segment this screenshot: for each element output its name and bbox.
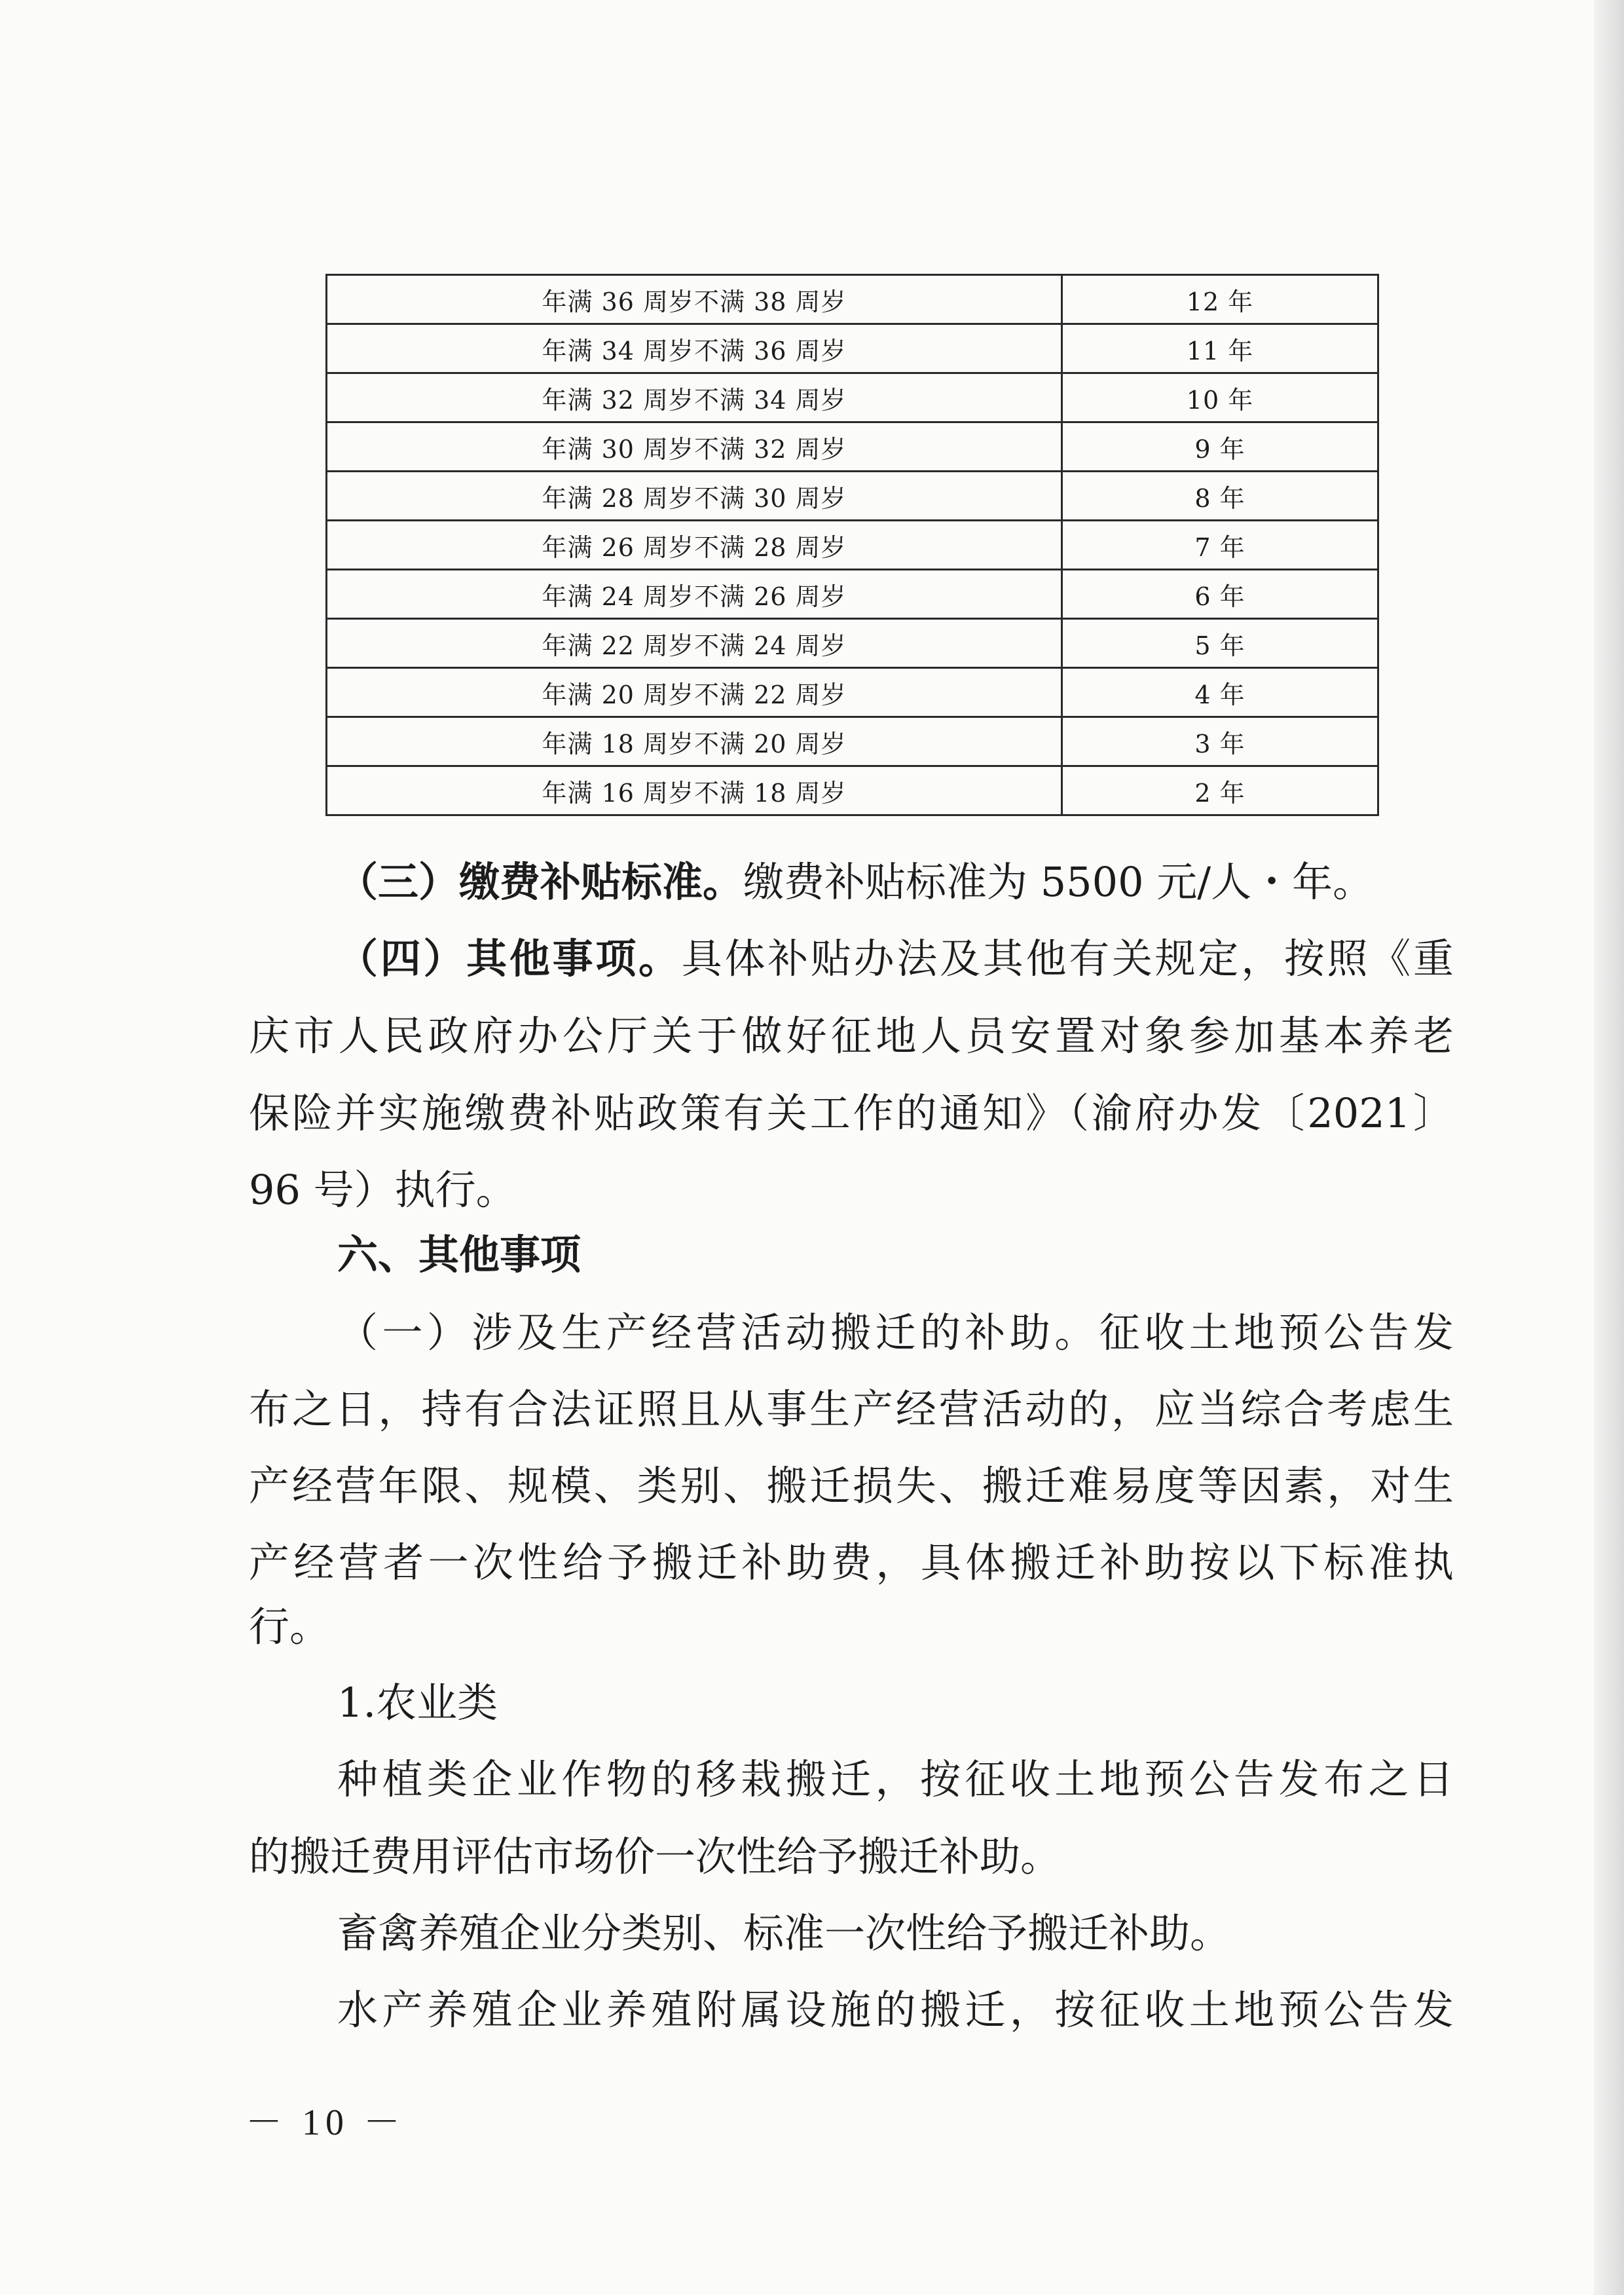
years-cell: 11 年 <box>1062 324 1378 373</box>
age-range-cell: 年满 32 周岁不满 34 周岁 <box>327 373 1062 422</box>
chapter6-heading: 六、其他事项 <box>337 1231 581 1278</box>
years-cell: 9 年 <box>1062 422 1378 472</box>
section4-heading: （四）其他事项。 <box>337 935 682 982</box>
years-cell: 3 年 <box>1062 717 1378 766</box>
table-row <box>327 668 1378 717</box>
section3-paragraph <box>249 843 1454 922</box>
age-range-cell: 年满 30 周岁不满 32 周岁 <box>327 422 1062 472</box>
years-cell: 2 年 <box>1062 766 1378 815</box>
age-range-cell: 年满 36 周岁不满 38 周岁 <box>327 275 1062 324</box>
agri-heading: 1.农业类 <box>337 1679 498 1726</box>
section4-text-1: 具体补贴办法及其他有关规定，按照《重 <box>681 935 1454 982</box>
table-row <box>327 373 1378 422</box>
agri-aquaculture-line1: 水产养殖企业养殖附属设施的搬迁，按征收土地预公告发 <box>337 1986 1454 2034</box>
age-range-cell: 年满 16 周岁不满 18 周岁 <box>327 766 1062 815</box>
section4-line1 <box>249 920 1454 998</box>
section4-line2: 庆市人民政府办公厅关于做好征地人员安置对象参加基本养老 <box>249 1012 1454 1060</box>
age-range-cell: 年满 20 周岁不满 22 周岁 <box>327 668 1062 717</box>
table-row <box>327 521 1378 570</box>
item1-line5: 行。 <box>249 1603 331 1651</box>
age-years-table <box>325 274 1379 816</box>
table-row <box>327 422 1378 472</box>
agri-planting-line1: 种植类企业作物的移栽搬迁，按征收土地预公告发布之日 <box>337 1755 1454 1803</box>
years-cell: 5 年 <box>1062 619 1378 668</box>
item1-line1: （一）涉及生产经营活动搬迁的补助。征收土地预公告发 <box>337 1309 1454 1356</box>
years-cell: 6 年 <box>1062 570 1378 619</box>
section4-line4: 96 号）执行。 <box>249 1166 517 1214</box>
item1-line2: 布之日，持有合法证照且从事生产经营活动的，应当综合考虑生 <box>249 1385 1454 1433</box>
age-range-cell: 年满 22 周岁不满 24 周岁 <box>327 619 1062 668</box>
table-row <box>327 619 1378 668</box>
item1-line3: 产经营年限、规模、类别、搬迁损失、搬迁难易度等因素，对生 <box>249 1462 1454 1510</box>
table-row <box>327 472 1378 521</box>
years-cell: 12 年 <box>1062 275 1378 324</box>
table-row <box>327 275 1378 324</box>
years-cell: 10 年 <box>1062 373 1378 422</box>
item1-line4: 产经营者一次性给予搬迁补助费，具体搬迁补助按以下标准执 <box>249 1539 1454 1586</box>
age-range-cell: 年满 18 周岁不满 20 周岁 <box>327 717 1062 766</box>
page-edge-shadow <box>1594 0 1624 2295</box>
years-cell: 7 年 <box>1062 521 1378 570</box>
table-row <box>327 324 1378 373</box>
age-range-cell: 年满 24 周岁不满 26 周岁 <box>327 570 1062 619</box>
table-row <box>327 766 1378 815</box>
age-range-cell: 年满 34 周岁不满 36 周岁 <box>327 324 1062 373</box>
table-row <box>327 570 1378 619</box>
years-cell: 4 年 <box>1062 668 1378 717</box>
page-number: － 10 － <box>246 2102 405 2143</box>
section3-text: 缴费补贴标准为 5500 元/人・年。 <box>743 858 1374 906</box>
years-cell: 8 年 <box>1062 472 1378 521</box>
section3-heading: （三）缴费补贴标准。 <box>337 858 744 906</box>
agri-livestock: 畜禽养殖企业分类别、标准一次性给予搬迁补助。 <box>337 1909 1231 1957</box>
table-row <box>327 717 1378 766</box>
age-range-cell: 年满 26 周岁不满 28 周岁 <box>327 521 1062 570</box>
section4-line3: 保险并实施缴费补贴政策有关工作的通知》（渝府办发〔2021〕 <box>249 1089 1454 1137</box>
agri-planting-line2: 的搬迁费用评估市场价一次性给予搬迁补助。 <box>249 1833 1061 1880</box>
age-range-cell: 年满 28 周岁不满 30 周岁 <box>327 472 1062 521</box>
